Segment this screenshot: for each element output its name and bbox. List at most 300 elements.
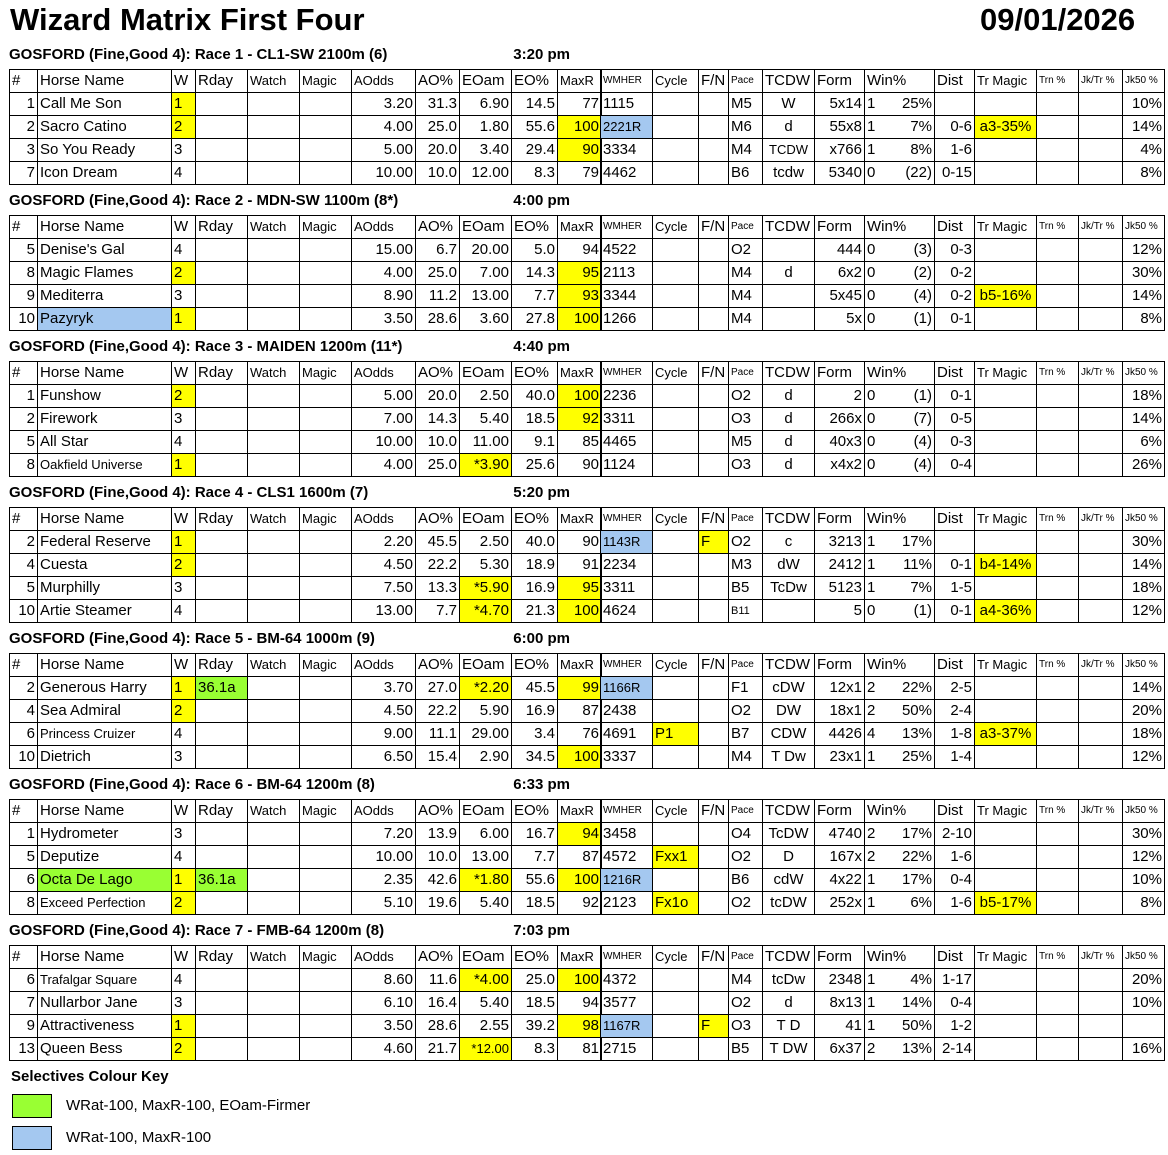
race-time: 4:00 pm <box>513 192 570 209</box>
table-row <box>601 1015 1165 1038</box>
cell-win <box>865 677 935 700</box>
column-header: EOam <box>460 654 512 677</box>
cell-no: 6 <box>10 969 38 992</box>
cell-magic <box>300 139 352 162</box>
column-header: Dist <box>935 800 975 823</box>
cell-tcdw: T D <box>763 1015 815 1038</box>
cell-pace: B5 <box>729 1038 763 1061</box>
column-header: Trn % <box>1037 216 1079 239</box>
cell-dist: 0-1 <box>935 385 975 408</box>
cell-rday <box>196 285 248 308</box>
cell-w: 3 <box>172 823 196 846</box>
cell-dist: 2-5 <box>935 677 975 700</box>
table-header-row <box>10 508 602 531</box>
win-percent: 8% <box>910 141 932 158</box>
column-header: WMHER <box>601 216 653 239</box>
cell-fn <box>699 892 729 915</box>
cell-trmagic <box>975 385 1037 408</box>
cell-form: 2348 <box>815 969 865 992</box>
cell-no: 2 <box>10 531 38 554</box>
cell-w: 1 <box>172 308 196 331</box>
win-percent: 6% <box>910 894 932 911</box>
cell-cycle <box>653 385 699 408</box>
table-row <box>601 285 1165 308</box>
column-header: Magic <box>300 946 352 969</box>
column-header: Magic <box>300 508 352 531</box>
win-count: 1 <box>867 95 876 112</box>
cell-name: Call Me Son <box>38 93 172 116</box>
win-percent: (4) <box>913 456 932 473</box>
cell-dist: 0-3 <box>935 431 975 454</box>
column-header: Horse Name <box>38 946 172 969</box>
column-header: # <box>10 216 38 239</box>
column-header: AOdds <box>352 654 416 677</box>
win-count: 1 <box>867 871 876 888</box>
cell-win <box>865 531 935 554</box>
cell-eoam: *1.80 <box>460 869 512 892</box>
cell-tcdw: T DW <box>763 1038 815 1061</box>
win-percent: 7% <box>910 579 932 596</box>
cell-dist: 1-6 <box>935 892 975 915</box>
column-header: Cycle <box>653 362 699 385</box>
cell-trmagic <box>975 454 1037 477</box>
win-count: 0 <box>867 287 876 304</box>
column-header: Trn % <box>1037 800 1079 823</box>
cell-trmagic <box>975 162 1037 185</box>
cell-jktr <box>1079 723 1123 746</box>
column-header: Jk/Tr % <box>1079 70 1123 93</box>
key-swatch-green <box>12 1094 52 1118</box>
table-row <box>10 700 602 723</box>
cell-trn <box>1037 139 1079 162</box>
column-header: EO% <box>512 946 558 969</box>
table-header-row <box>601 654 1165 677</box>
table-row <box>10 1038 602 1061</box>
cell-tcdw: d <box>763 385 815 408</box>
cell-rday <box>196 454 248 477</box>
cell-ao: 25.0 <box>416 262 460 285</box>
cell-aodds: 13.00 <box>352 600 416 623</box>
cell-win <box>865 577 935 600</box>
cell-magic <box>300 531 352 554</box>
race-table-right <box>600 215 1165 331</box>
cell-trn <box>1037 1038 1079 1061</box>
table-row <box>601 600 1165 623</box>
cell-eo: 39.2 <box>512 1015 558 1038</box>
cell-wmher: 2438 <box>601 700 653 723</box>
cell-form: 5340 <box>815 162 865 185</box>
cell-pace: M4 <box>729 139 763 162</box>
column-header: Watch <box>248 70 300 93</box>
cell-w: 4 <box>172 162 196 185</box>
cell-eo: 5.0 <box>512 239 558 262</box>
cell-ao: 28.6 <box>416 1015 460 1038</box>
cell-aodds: 3.20 <box>352 93 416 116</box>
cell-jktr <box>1079 577 1123 600</box>
cell-form: 6x37 <box>815 1038 865 1061</box>
cell-jktr <box>1079 600 1123 623</box>
cell-eoam: 5.40 <box>460 892 512 915</box>
cell-name: Mediterra <box>38 285 172 308</box>
column-header: Horse Name <box>38 70 172 93</box>
table-header-row <box>10 654 602 677</box>
win-percent: (3) <box>913 241 932 258</box>
table-row <box>601 454 1165 477</box>
column-header: MaxR <box>558 946 602 969</box>
cell-cycle: Fxx1 <box>653 846 699 869</box>
cell-win <box>865 285 935 308</box>
cell-jktr <box>1079 992 1123 1015</box>
cell-eo: 25.0 <box>512 969 558 992</box>
cell-eoam: 7.00 <box>460 262 512 285</box>
cell-rday <box>196 308 248 331</box>
cell-jktr <box>1079 139 1123 162</box>
cell-eo: 7.7 <box>512 846 558 869</box>
cell-jktr <box>1079 239 1123 262</box>
win-count: 0 <box>867 264 876 281</box>
page-title: Wizard Matrix First Four <box>10 2 365 37</box>
column-header: AO% <box>416 362 460 385</box>
column-header: MaxR <box>558 800 602 823</box>
cell-no: 5 <box>10 239 38 262</box>
column-header: EO% <box>512 216 558 239</box>
cell-aodds: 2.35 <box>352 869 416 892</box>
cell-tcdw: TcDw <box>763 577 815 600</box>
cell-cycle <box>653 600 699 623</box>
cell-eo: 16.9 <box>512 577 558 600</box>
table-header-row <box>10 70 602 93</box>
cell-trn <box>1037 385 1079 408</box>
cell-eo: 40.0 <box>512 385 558 408</box>
cell-magic <box>300 162 352 185</box>
cell-fn <box>699 454 729 477</box>
cell-trn <box>1037 746 1079 769</box>
cell-cycle <box>653 1038 699 1061</box>
column-header: Magic <box>300 362 352 385</box>
cell-cycle <box>653 992 699 1015</box>
column-header: WMHER <box>601 800 653 823</box>
cell-jk50: 30% <box>1123 262 1165 285</box>
cell-trn <box>1037 239 1079 262</box>
cell-watch <box>248 162 300 185</box>
cell-cycle <box>653 700 699 723</box>
cell-trn <box>1037 554 1079 577</box>
column-header: Form <box>815 946 865 969</box>
race-table-right <box>600 69 1165 185</box>
cell-trn <box>1037 531 1079 554</box>
cell-maxr: 77 <box>558 93 602 116</box>
cell-rday <box>196 162 248 185</box>
table-row <box>10 531 602 554</box>
cell-no: 1 <box>10 823 38 846</box>
cell-form: 18x1 <box>815 700 865 723</box>
cell-w: 3 <box>172 408 196 431</box>
race-header <box>9 775 574 795</box>
column-header: Jk/Tr % <box>1079 508 1123 531</box>
cell-name: Artie Steamer <box>38 600 172 623</box>
cell-magic <box>300 1015 352 1038</box>
cell-jktr <box>1079 823 1123 846</box>
cell-eo: 18.5 <box>512 992 558 1015</box>
cell-form: 5 <box>815 600 865 623</box>
cell-fn <box>699 869 729 892</box>
column-header: Form <box>815 216 865 239</box>
column-header: Form <box>815 654 865 677</box>
cell-trmagic <box>975 93 1037 116</box>
cell-rday <box>196 969 248 992</box>
column-header: Tr Magic <box>975 70 1037 93</box>
table-row <box>601 431 1165 454</box>
race-table-left <box>9 507 602 623</box>
column-header: Rday <box>196 946 248 969</box>
cell-form: 4426 <box>815 723 865 746</box>
column-header: Tr Magic <box>975 800 1037 823</box>
cell-wmher: 2221R <box>601 116 653 139</box>
cell-win <box>865 969 935 992</box>
cell-pace: O2 <box>729 846 763 869</box>
cell-magic <box>300 969 352 992</box>
cell-maxr: 99 <box>558 677 602 700</box>
column-header: TCDW <box>763 800 815 823</box>
table-header-row <box>10 216 602 239</box>
cell-name: So You Ready <box>38 139 172 162</box>
cell-magic <box>300 723 352 746</box>
cell-trn <box>1037 116 1079 139</box>
cell-win <box>865 600 935 623</box>
cell-eoam: 2.90 <box>460 746 512 769</box>
cell-rday <box>196 892 248 915</box>
cell-watch <box>248 554 300 577</box>
cell-form: 167x <box>815 846 865 869</box>
cell-dist: 0-4 <box>935 992 975 1015</box>
column-header: Jk/Tr % <box>1079 362 1123 385</box>
win-percent: 13% <box>901 1040 932 1057</box>
cell-magic <box>300 308 352 331</box>
cell-trn <box>1037 1015 1079 1038</box>
cell-dist: 0-1 <box>935 554 975 577</box>
cell-pace: M5 <box>729 431 763 454</box>
column-header: Watch <box>248 800 300 823</box>
cell-w: 3 <box>172 746 196 769</box>
cell-pace: B6 <box>729 869 763 892</box>
cell-jk50: 14% <box>1123 285 1165 308</box>
cell-trmagic <box>975 746 1037 769</box>
cell-no: 4 <box>10 700 38 723</box>
cell-aodds: 9.00 <box>352 723 416 746</box>
table-row <box>10 892 602 915</box>
column-header: Jk/Tr % <box>1079 216 1123 239</box>
cell-tcdw: d <box>763 431 815 454</box>
column-header: MaxR <box>558 362 602 385</box>
cell-jk50: 10% <box>1123 93 1165 116</box>
cell-name: Murphilly <box>38 577 172 600</box>
cell-eo: 34.5 <box>512 746 558 769</box>
win-count: 1 <box>867 971 876 988</box>
cell-rday <box>196 577 248 600</box>
cell-jk50: 12% <box>1123 600 1165 623</box>
table-row <box>601 93 1165 116</box>
cell-cycle <box>653 531 699 554</box>
cell-magic <box>300 431 352 454</box>
cell-watch <box>248 969 300 992</box>
cell-cycle <box>653 116 699 139</box>
cell-pace: O2 <box>729 385 763 408</box>
column-header: MaxR <box>558 654 602 677</box>
cell-win <box>865 116 935 139</box>
cell-wmher: 1216R <box>601 869 653 892</box>
cell-jk50: 12% <box>1123 846 1165 869</box>
cell-wmher: 4691 <box>601 723 653 746</box>
cell-dist: 2-10 <box>935 823 975 846</box>
cell-fn <box>699 1038 729 1061</box>
race-table-left <box>9 945 602 1061</box>
cell-w: 1 <box>172 869 196 892</box>
cell-jk50: 6% <box>1123 431 1165 454</box>
cell-jktr <box>1079 554 1123 577</box>
cell-ao: 25.0 <box>416 116 460 139</box>
column-header: F/N <box>699 216 729 239</box>
cell-pace: M4 <box>729 262 763 285</box>
cell-jktr <box>1079 454 1123 477</box>
cell-rday <box>196 1015 248 1038</box>
column-header: Form <box>815 70 865 93</box>
cell-jktr <box>1079 308 1123 331</box>
cell-trn <box>1037 869 1079 892</box>
cell-cycle <box>653 431 699 454</box>
race-title: GOSFORD (Fine,Good 4): Race 3 - MAIDEN 1200m (11*) <box>9 338 403 355</box>
cell-name: Pazyryk <box>38 308 172 331</box>
cell-trmagic <box>975 992 1037 1015</box>
column-header: Pace <box>729 70 763 93</box>
cell-aodds: 4.00 <box>352 116 416 139</box>
cell-wmher: 3311 <box>601 577 653 600</box>
cell-name: Trafalgar Square <box>38 969 172 992</box>
cell-jktr <box>1079 1038 1123 1061</box>
win-count: 0 <box>867 241 876 258</box>
win-percent: 25% <box>901 95 932 112</box>
cell-dist: 0-6 <box>935 116 975 139</box>
cell-w: 2 <box>172 554 196 577</box>
cell-form: x4x2 <box>815 454 865 477</box>
cell-fn <box>699 677 729 700</box>
cell-rday <box>196 992 248 1015</box>
cell-wmher: 3337 <box>601 746 653 769</box>
cell-trmagic: a3-37% <box>975 723 1037 746</box>
cell-trmagic: b5-17% <box>975 892 1037 915</box>
cell-fn <box>699 93 729 116</box>
column-header: WMHER <box>601 946 653 969</box>
win-percent: 25% <box>901 748 932 765</box>
cell-aodds: 5.10 <box>352 892 416 915</box>
cell-trmagic <box>975 1038 1037 1061</box>
cell-watch <box>248 700 300 723</box>
cell-aodds: 7.00 <box>352 408 416 431</box>
table-row <box>601 846 1165 869</box>
win-percent: 17% <box>901 871 932 888</box>
win-count: 0 <box>867 310 876 327</box>
cell-form: 266x <box>815 408 865 431</box>
cell-cycle <box>653 969 699 992</box>
table-row <box>10 454 602 477</box>
cell-jk50: 30% <box>1123 531 1165 554</box>
column-header: WMHER <box>601 70 653 93</box>
cell-win <box>865 700 935 723</box>
cell-magic <box>300 823 352 846</box>
cell-pace: M4 <box>729 285 763 308</box>
cell-win <box>865 554 935 577</box>
table-row <box>10 116 602 139</box>
cell-form: 5x <box>815 308 865 331</box>
cell-aodds: 4.50 <box>352 554 416 577</box>
cell-aodds: 4.60 <box>352 1038 416 1061</box>
cell-win <box>865 239 935 262</box>
cell-watch <box>248 385 300 408</box>
cell-trmagic <box>975 262 1037 285</box>
race-table-left <box>9 361 602 477</box>
cell-watch <box>248 1015 300 1038</box>
cell-aodds: 2.20 <box>352 531 416 554</box>
column-header: Win% <box>865 946 935 969</box>
column-header: Form <box>815 800 865 823</box>
cell-cycle <box>653 746 699 769</box>
cell-jk50: 8% <box>1123 162 1165 185</box>
cell-trn <box>1037 846 1079 869</box>
column-header: EOam <box>460 216 512 239</box>
cell-maxr: 90 <box>558 454 602 477</box>
cell-magic <box>300 408 352 431</box>
cell-w: 1 <box>172 93 196 116</box>
cell-win <box>865 308 935 331</box>
table-header-row <box>601 946 1165 969</box>
cell-pace: M4 <box>729 746 763 769</box>
race-time: 5:20 pm <box>513 484 570 501</box>
cell-dist: 1-4 <box>935 746 975 769</box>
cell-eo: 16.9 <box>512 700 558 723</box>
cell-jk50: 18% <box>1123 577 1165 600</box>
cell-fn <box>699 992 729 1015</box>
column-header: Win% <box>865 800 935 823</box>
column-header: Cycle <box>653 508 699 531</box>
cell-ao: 13.9 <box>416 823 460 846</box>
race-header <box>9 921 574 941</box>
cell-w: 2 <box>172 385 196 408</box>
cell-eo: 45.5 <box>512 677 558 700</box>
cell-dist: 0-1 <box>935 308 975 331</box>
cell-trn <box>1037 700 1079 723</box>
column-header: W <box>172 946 196 969</box>
cell-name: Oakfield Universe <box>38 454 172 477</box>
cell-name: Exceed Perfection <box>38 892 172 915</box>
cell-pace: O2 <box>729 239 763 262</box>
cell-no: 7 <box>10 162 38 185</box>
cell-cycle: Fx1o <box>653 892 699 915</box>
column-header: MaxR <box>558 70 602 93</box>
column-header: Watch <box>248 654 300 677</box>
cell-dist <box>935 531 975 554</box>
table-header-row <box>601 362 1165 385</box>
win-count: 2 <box>867 825 876 842</box>
cell-cycle <box>653 308 699 331</box>
cell-watch <box>248 677 300 700</box>
cell-ao: 22.2 <box>416 554 460 577</box>
column-header: TCDW <box>763 508 815 531</box>
cell-pace: O2 <box>729 892 763 915</box>
cell-watch <box>248 1038 300 1061</box>
cell-wmher: 4465 <box>601 431 653 454</box>
column-header: Cycle <box>653 946 699 969</box>
cell-dist: 0-3 <box>935 239 975 262</box>
cell-eo: 18.5 <box>512 892 558 915</box>
